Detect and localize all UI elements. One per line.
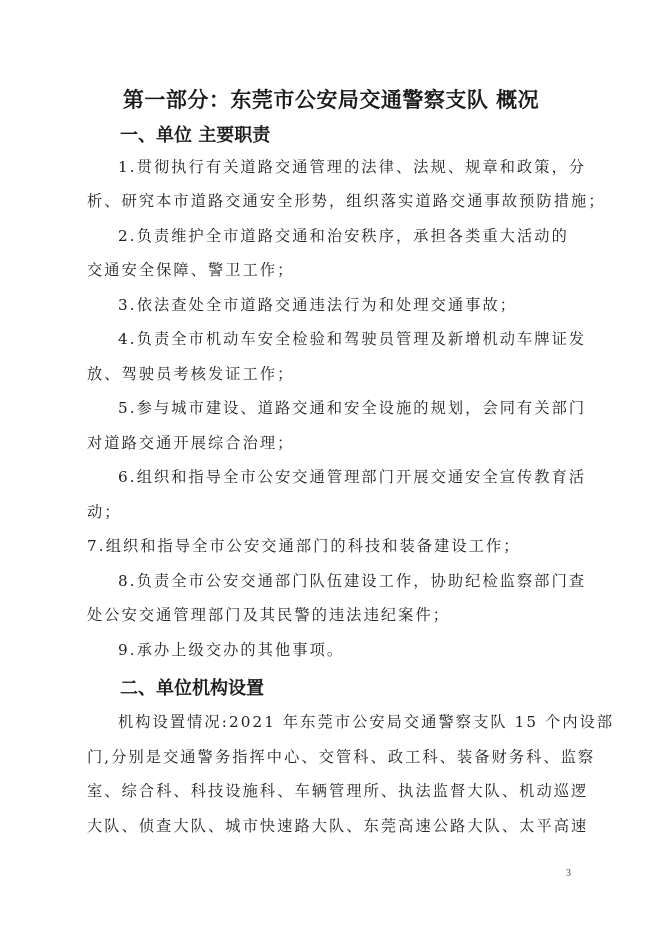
page-number: 3: [566, 868, 571, 879]
duty-line: 9.承办上级交办的其他事项。: [118, 641, 345, 659]
section-heading-structure: 二、单位机构设置: [120, 678, 264, 699]
section-heading-duties: 一、单位 主要职责: [120, 125, 271, 146]
structure-line: 室、综合科、科技设施科、车辆管理所、执法监督大队、机动巡逻: [87, 782, 589, 800]
structure-line: 门,分别是交通警务指挥中心、交管科、政工科、装备财务科、监察: [87, 748, 596, 766]
structure-line: 机构设置情况:2021 年东莞市公安局交通警察支队 15 个内设部: [118, 713, 615, 731]
duty-line: 4.负责全市机动车安全检验和驾驶员管理及新增机动车牌证发: [118, 330, 587, 348]
duty-line: 对道路交通开展综合治理；: [87, 434, 295, 452]
duty-line: 8.负责全市公安交通部门队伍建设工作，协助纪检监察部门查: [118, 572, 587, 590]
duty-line: 3.依法查处全市道路交通违法行为和处理交通事故；: [118, 296, 518, 314]
duty-line: 5.参与城市建设、道路交通和安全设施的规划，会同有关部门: [118, 399, 587, 417]
duty-line: 放、驾驶员考核发证工作；: [87, 365, 295, 383]
duty-line: 处公安交通管理部门及其民警的违法违纪案件；: [87, 606, 451, 624]
duty-line: 动；: [87, 503, 122, 521]
duty-line: 交通安全保障、警卫工作；: [87, 261, 295, 279]
page-title: 第一部分：东莞市公安局交通警察支队 概况: [122, 88, 540, 112]
duty-line: 析、研究本市道路交通安全形势，组织落实道路交通事故预防措施；: [87, 192, 606, 210]
duty-line: 1.贯彻执行有关道路交通管理的法律、法规、规章和政策，分: [118, 158, 587, 176]
duty-line: 2.负责维护全市道路交通和治安秩序，承担各类重大活动的: [118, 227, 569, 245]
structure-line: 大队、侦查大队、城市快速路大队、东莞高速公路大队、太平高速: [87, 817, 589, 835]
duty-line: 7.组织和指导全市公安交通部门的科技和装备建设工作；: [87, 537, 521, 555]
duty-line: 6.组织和指导全市公安交通管理部门开展交通安全宣传教育活: [118, 468, 587, 486]
